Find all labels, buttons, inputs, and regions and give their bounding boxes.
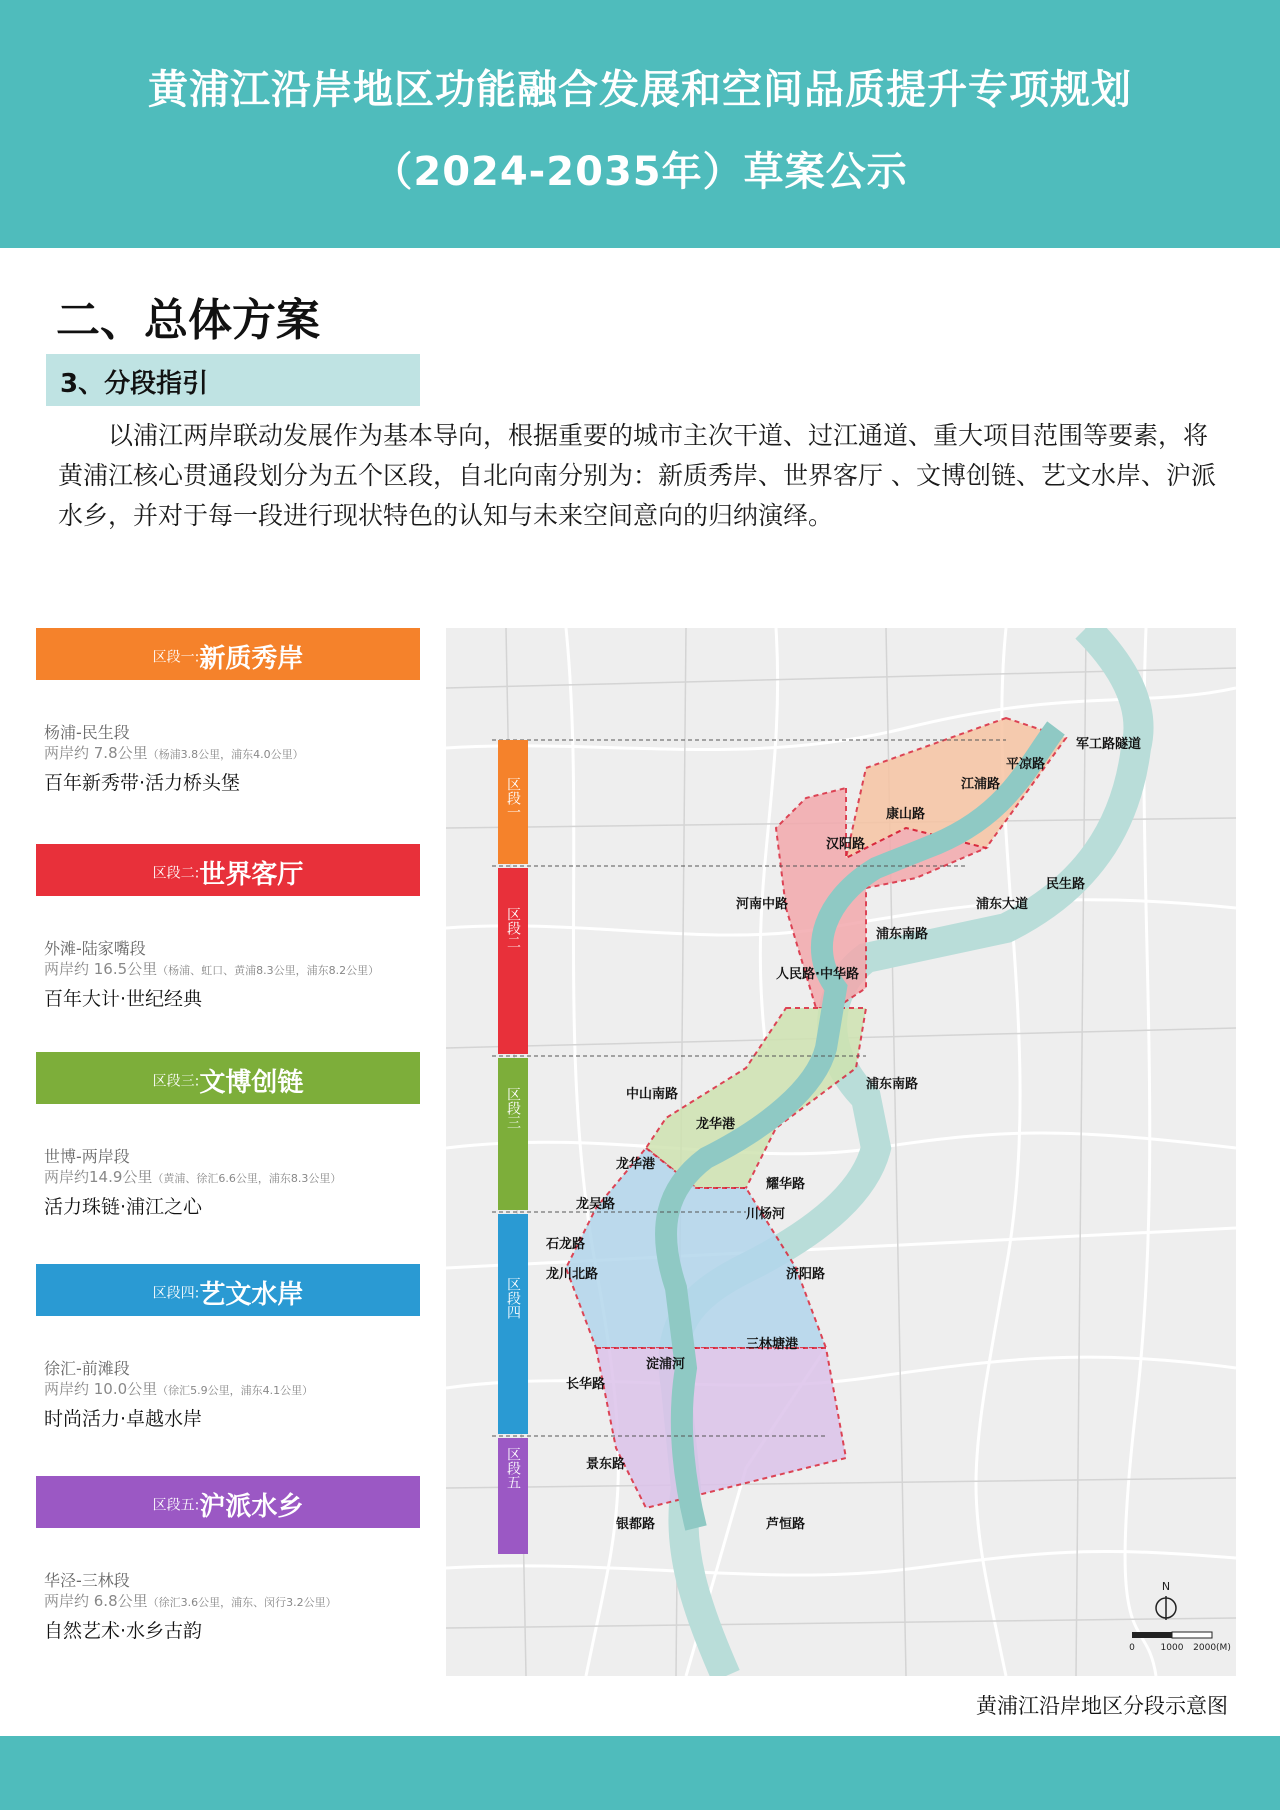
segment-length (44, 1166, 341, 1187)
segment-slogan: 活力珠链·浦江之心 (44, 1196, 203, 1218)
segment-length-value: 两岸约 7.8公里 (44, 744, 148, 762)
segment-name: 新质秀岸 (199, 644, 304, 674)
segment-slogan: 自然艺术·水乡古韵 (44, 1620, 203, 1642)
road-label: 银都路 (616, 1517, 656, 1532)
segment-length-value: 两岸约14.9公里 (44, 1168, 153, 1186)
segment-prefix: 区段五: (152, 1497, 200, 1514)
segment-band (36, 844, 420, 896)
segment-location: 世博-两岸段 (44, 1147, 130, 1166)
segment-band (36, 1052, 420, 1104)
segment-length-value: 两岸约 10.0公里 (44, 1380, 158, 1398)
segment-map (446, 628, 1236, 1676)
road-label: 人民路·中华路 (776, 967, 859, 982)
segment-length-detail: （杨浦、虹口、黄浦8.3公里，浦东8.2公里） (157, 964, 380, 977)
map-tab-label-5: 区段五 (505, 1447, 521, 1489)
road-label: 景东路 (586, 1457, 626, 1472)
map-tab-2 (498, 868, 528, 1054)
segment-name: 文博创链 (199, 1068, 304, 1098)
footer-band (0, 1736, 1280, 1810)
segment-length-detail: （黄浦、徐汇6.6公里，浦东8.3公里） (152, 1172, 342, 1185)
scale-tick: 2000(M) (1193, 1643, 1231, 1653)
road-label: 浦东南路 (866, 1077, 919, 1092)
road-label: 耀华路 (766, 1177, 806, 1192)
road-label: 龙吴路 (576, 1197, 616, 1212)
road-label: 江浦路 (961, 777, 1001, 792)
segment-length-detail: （杨浦3.8公里，浦东4.0公里） (147, 748, 304, 761)
segment-length-detail: （徐汇5.9公里，浦东4.1公里） (157, 1384, 314, 1397)
map-caption: 黄浦江沿岸地区分段示意图 (976, 1694, 1228, 1718)
title-line-2: （2024-2035年）草案公示 (372, 149, 908, 195)
subsection-title: 3、分段指引 (60, 369, 209, 399)
road-label: 三林塘港 (746, 1337, 799, 1352)
segment-band (36, 628, 420, 680)
segment-slogan: 百年新秀带·活力桥头堡 (44, 772, 241, 794)
segment-prefix: 区段三: (152, 1073, 200, 1090)
subsection-bar (46, 354, 420, 406)
segment-length (44, 958, 379, 979)
road-label: 中山南路 (626, 1087, 679, 1102)
segment-length-value: 两岸约 16.5公里 (44, 960, 158, 978)
segment-band (36, 1476, 420, 1528)
road-label: 汉阳路 (826, 837, 866, 852)
road-label: 河南中路 (736, 897, 789, 912)
road-label: 龙华港 (616, 1157, 656, 1172)
segment-slogan: 时尚活力·卓越水岸 (44, 1408, 203, 1430)
title-line-1: 黄浦江沿岸地区功能融合发展和空间品质提升专项规划 (148, 67, 1132, 113)
section-title: 二、总体方案 (56, 295, 320, 346)
intro-paragraph: 以浦江两岸联动发展作为基本导向，根据重要的城市主次干道、过江通道、重大项目范围等要素，将黄浦江核心贯通段划分为五个区段，自北向南分别为：新质秀岸、世界客厅 、文博创链、艺文水岸、沪派水乡，并对于每一段进行现状特色的认知与未来空间意向的归纳演绎。 (58, 421, 1216, 530)
map-tab-label-2: 区段二 (505, 907, 521, 949)
segment-prefix: 区段二: (152, 865, 200, 882)
road-label: 浦东南路 (876, 927, 929, 942)
scale-tick: 0 (1129, 1643, 1135, 1653)
segment-length-value: 两岸约 6.8公里 (44, 1592, 148, 1610)
segment-location: 杨浦-民生段 (44, 723, 130, 742)
segment-length-detail: （徐汇3.6公里，浦东、闵行3.2公里） (147, 1596, 337, 1609)
segment-prefix: 区段四: (152, 1285, 200, 1302)
map-tab-3 (498, 1058, 528, 1210)
segment-map-svg (446, 628, 1236, 1676)
map-tab-label-3: 区段三 (505, 1087, 521, 1129)
segment-location: 外滩-陆家嘴段 (44, 939, 146, 958)
road-label: 民生路 (1046, 877, 1086, 892)
segment-length (44, 742, 304, 763)
segment-name: 世界客厅 (199, 860, 304, 890)
road-label: 军工路隧道 (1076, 737, 1142, 752)
road-label: 济阳路 (786, 1267, 826, 1282)
segment-length (44, 1378, 313, 1399)
road-label: 川杨河 (746, 1207, 786, 1222)
segment-name: 沪派水乡 (199, 1492, 304, 1522)
segment-prefix: 区段一: (152, 649, 200, 666)
road-label: 石龙路 (546, 1237, 586, 1252)
road-label: 芦恒路 (766, 1517, 806, 1532)
segment-location: 华泾-三林段 (44, 1571, 130, 1590)
road-label: 长华路 (566, 1377, 606, 1392)
road-label: 淀浦河 (646, 1357, 686, 1372)
scale-tick: 1000 (1160, 1643, 1184, 1653)
north-label: N (1161, 1580, 1171, 1593)
map-tab-4 (498, 1214, 528, 1434)
road-label: 龙华港 (696, 1117, 736, 1132)
segment-location: 徐汇-前滩段 (44, 1359, 130, 1378)
segment-band (36, 1264, 420, 1316)
map-segment-tabs (498, 740, 528, 1554)
segment-name: 艺文水岸 (199, 1280, 304, 1310)
segment-length (44, 1590, 337, 1611)
road-label: 浦东大道 (976, 897, 1029, 912)
road-label: 康山路 (886, 807, 926, 822)
header-banner (0, 0, 1280, 248)
road-label: 平凉路 (1006, 757, 1046, 772)
map-tab-label-4: 区段四 (505, 1277, 521, 1319)
segment-slogan: 百年大计·世纪经典 (44, 988, 203, 1010)
road-label: 龙川北路 (546, 1267, 599, 1282)
map-tab-label-1: 区段一 (505, 777, 521, 819)
